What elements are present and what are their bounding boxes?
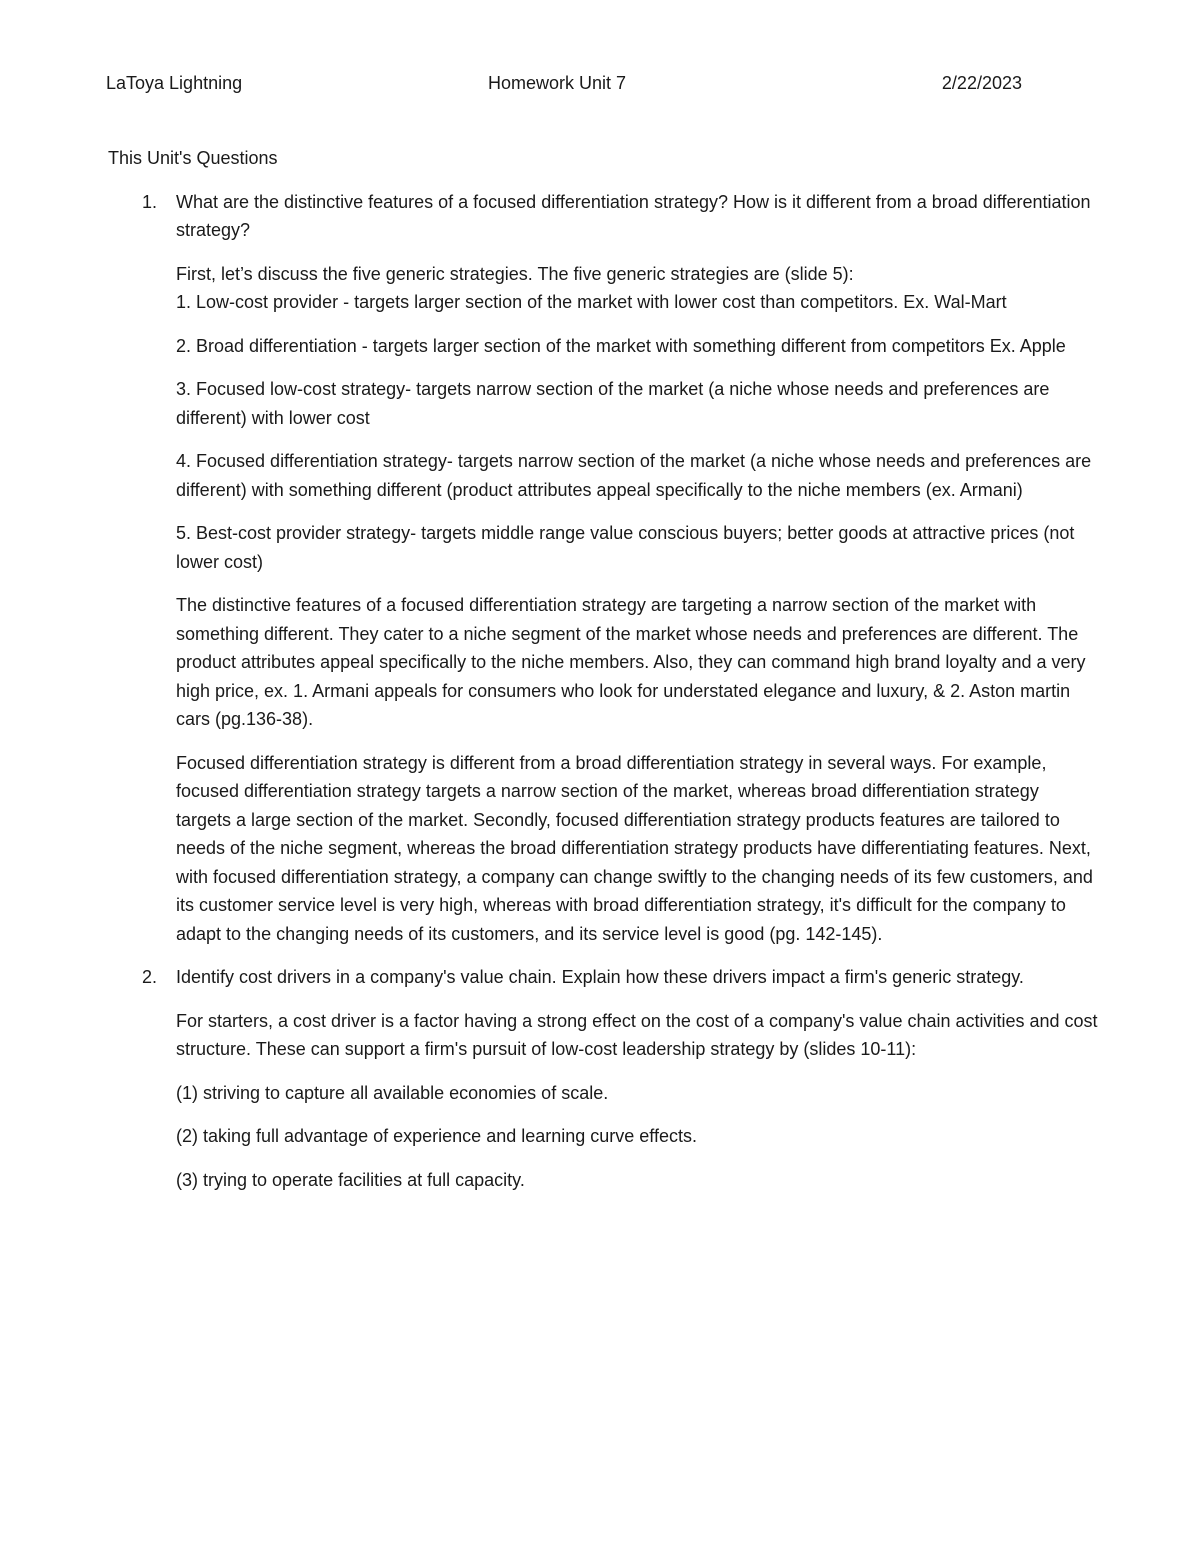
- strategy-item-1: 1. Low-cost provider - targets larger section of the market with lower cost than competitors. Ex. Wal-Mart: [176, 292, 1007, 312]
- answer-2-paragraph-1: For starters, a cost driver is a factor having a strong effect on the cost of a company's value chain activities and cost structure. These can support a firm's pursuit of low-cost leadership strategy by (slides 10-11):: [176, 1010, 1098, 1059]
- question-2-text: Identify cost drivers in a company's value chain. Explain how these drivers impact a firm's generic strategy.: [176, 967, 1024, 987]
- strategy-item-5: 5. Best-cost provider strategy- targets middle range value conscious buyers; better goods at attractive prices (not lower cost): [176, 523, 1075, 572]
- question-2: [108, 963, 1098, 1194]
- cost-driver-item-3: (3) trying to operate facilities at full capacity.: [176, 1169, 525, 1190]
- answer-1-paragraph-2: Focused differentiation strategy is different from a broad differentiation strategy in several ways. For example, focused differentiation strategy targets a narrow section of the market, whereas broad differentiation strategy targets a large section of the market. Secondly, focused differentiation strategy products features are tailored to needs of the niche segment, whereas the broad differentiation strategy products have differentiating features. Next, with focused differentiation strategy, a company can change swiftly to the changing needs of its few customers, and its customer service level is very high, whereas with broad differentiation strategy, it's difficult for the company to adapt to the changing needs of its customers, and its service level is good (pg. 142-145).: [176, 752, 1093, 944]
- question-2-number: 2.: [142, 967, 158, 987]
- strategy-item-2: 2. Broad differentiation - targets larger section of the market with something different from competitors Ex. Apple: [176, 335, 1066, 356]
- document-body: [108, 144, 1098, 1209]
- question-1: [108, 188, 1098, 949]
- section-title: This Unit's Questions: [108, 148, 278, 168]
- document-title: Homework Unit 7: [488, 73, 627, 93]
- answer-1-paragraph-1: The distinctive features of a focused differentiation strategy are targeting a narrow section of the market with something different. They cater to a niche segment of the market whose needs and preferences are different. The product attributes appeal specifically to the niche members. Also, they can command high brand loyalty and a very high price, ex. 1. Armani appeals for consumers who look for understated elegance and luxury, & 2. Aston martin cars (pg.136-38).: [176, 595, 1086, 729]
- strategy-item-3: 3. Focused low-cost strategy- targets narrow section of the market (a niche whose needs and preferences are different) with lower cost: [176, 379, 1050, 428]
- strategy-item-4: 4. Focused differentiation strategy- targets narrow section of the market (a niche whose needs and preferences are different) with something different (product attributes appeal specifically to the niche members (ex. Armani): [176, 451, 1092, 500]
- cost-driver-item-2: (2) taking full advantage of experience and learning curve effects.: [176, 1126, 697, 1146]
- author-name: LaToya Lightning: [106, 73, 243, 93]
- question-1-text: What are the distinctive features of a focused differentiation strategy? How is it different from a broad differentiation strategy?: [176, 191, 1091, 240]
- question-1-number: 1.: [142, 191, 158, 212]
- cost-driver-item-1: (1) striving to capture all available economies of scale.: [176, 1082, 609, 1103]
- page-header: [106, 73, 1022, 99]
- document-date: 2/22/2023: [941, 73, 1022, 93]
- strategies-intro: First, let’s discuss the five generic strategies. The five generic strategies are (slide 5):: [176, 263, 854, 284]
